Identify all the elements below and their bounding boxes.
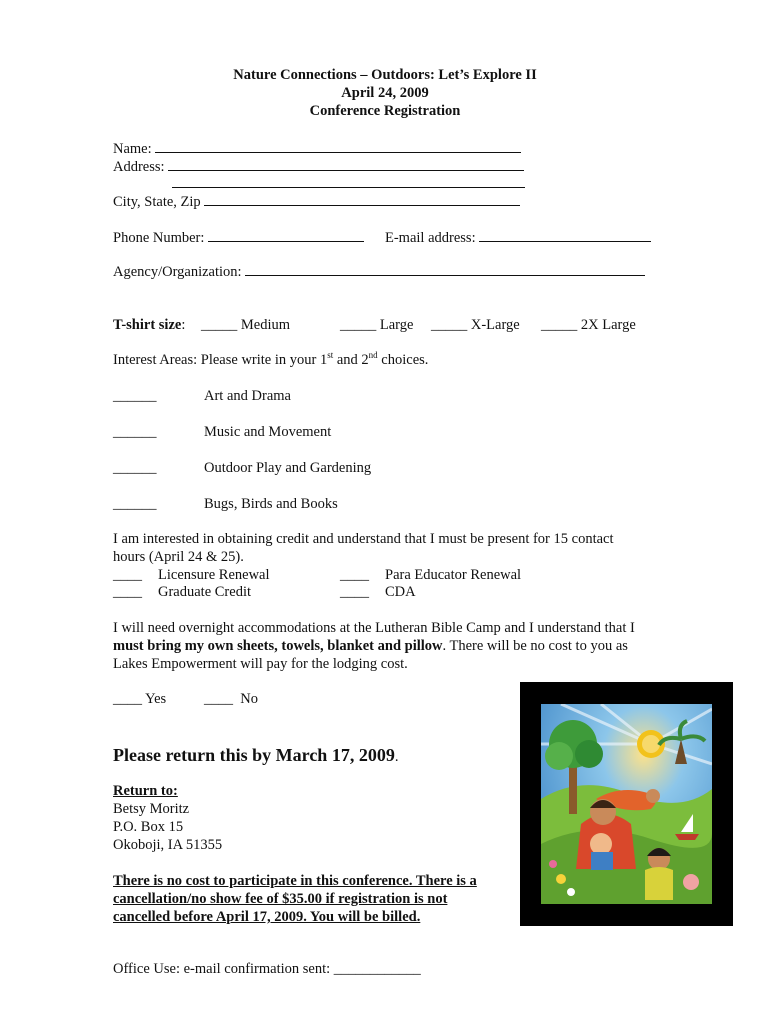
interest-blank-3[interactable]: ______ (113, 460, 157, 476)
interest-item-outdoor-play: Outdoor Play and Gardening (204, 460, 372, 476)
address-line2-field[interactable] (172, 174, 525, 188)
tshirt-label: T-shirt size (113, 317, 182, 333)
return-city: Okoboji, IA 51355 (113, 837, 223, 853)
credit-option-cda: CDA (385, 584, 416, 600)
credit-option-licensure: Licensure Renewal (158, 567, 270, 583)
city-row (113, 192, 520, 211)
return-name: Betsy Moritz (113, 801, 190, 817)
interest-blank-4[interactable]: ______ (113, 496, 157, 512)
agency-row (113, 262, 645, 281)
lodging-text-line3: Lakes Empowerment will pay for the lodging cost. (113, 656, 408, 672)
illustration-art (541, 704, 712, 904)
address-label: Address: (113, 159, 165, 175)
credit-text-line2: hours (April 24 & 25). (113, 549, 244, 565)
interest-blank-1[interactable]: ______ (113, 388, 157, 404)
document-header (0, 66, 770, 120)
name-row (113, 139, 521, 158)
city-field[interactable] (204, 192, 520, 206)
name-field[interactable] (155, 139, 521, 153)
credit-blank-graduate[interactable]: ____ (113, 584, 142, 600)
interest-instructions: Interest Areas: Please write in your 1st and 2nd choices. (113, 350, 429, 368)
lodging-yes-option[interactable]: ____ Yes (113, 691, 167, 707)
address-field[interactable] (168, 157, 524, 171)
city-label: City, State, Zip (113, 194, 201, 210)
fee-notice-line3: cancelled before April 17, 2009. You will be billed. (113, 909, 421, 925)
phone-field[interactable] (208, 228, 364, 242)
return-to-label: Return to: (113, 783, 178, 799)
agency-label: Agency/Organization: (113, 264, 242, 280)
fee-notice-line1: There is no cost to participate in this conference. There is a (113, 873, 477, 889)
conference-title: Nature Connections – Outdoors: Let’s Explore II (233, 67, 537, 83)
email-row (385, 228, 651, 247)
tshirt-option-large[interactable]: _____ Large (340, 317, 414, 333)
phone-label: Phone Number: (113, 230, 205, 246)
credit-text-line1: I am interested in obtaining credit and understand that I must be present for 15 contact (113, 531, 614, 547)
nature-families-illustration-icon (520, 682, 733, 926)
name-label: Name: (113, 141, 152, 157)
email-field[interactable] (479, 228, 651, 242)
lodging-text-line2: must bring my own sheets, towels, blanket and pillow. There will be no cost to you as (113, 638, 628, 654)
phone-row (113, 228, 364, 247)
tshirt-option-2xlarge[interactable]: _____ 2X Large (541, 317, 636, 333)
tshirt-option-xlarge[interactable]: _____ X-Large (431, 317, 520, 333)
return-po-box: P.O. Box 15 (113, 819, 184, 835)
interest-item-music-movement: Music and Movement (204, 424, 332, 440)
return-deadline: Please return this by March 17, 2009. (113, 745, 399, 765)
credit-option-graduate: Graduate Credit (158, 584, 252, 600)
credit-option-para-educator: Para Educator Renewal (385, 567, 522, 583)
form-title: Conference Registration (309, 103, 461, 119)
interest-blank-2[interactable]: ______ (113, 424, 157, 440)
credit-blank-cda[interactable]: ____ (340, 584, 369, 600)
email-label: E-mail address: (385, 230, 476, 246)
agency-field[interactable] (245, 262, 645, 276)
conference-date: April 24, 2009 (341, 85, 429, 101)
lodging-text-line1: I will need overnight accommodations at the Lutheran Bible Camp and I understand that I (113, 620, 635, 636)
credit-blank-licensure[interactable]: ____ (113, 567, 142, 583)
credit-blank-para[interactable]: ____ (340, 567, 369, 583)
lodging-no-option[interactable]: ____ No (204, 691, 258, 707)
address-line2-row (172, 174, 525, 193)
interest-item-art-drama: Art and Drama (204, 388, 291, 404)
office-use-line: Office Use: e-mail confirmation sent: ____________ (113, 961, 421, 977)
interest-item-bugs-birds: Bugs, Birds and Books (204, 496, 338, 512)
tshirt-label-row: T-shirt size: (113, 317, 186, 333)
tshirt-option-medium[interactable]: _____ Medium (201, 317, 291, 333)
fee-notice-line2: cancellation/no show fee of $35.00 if registration is not (113, 891, 448, 907)
